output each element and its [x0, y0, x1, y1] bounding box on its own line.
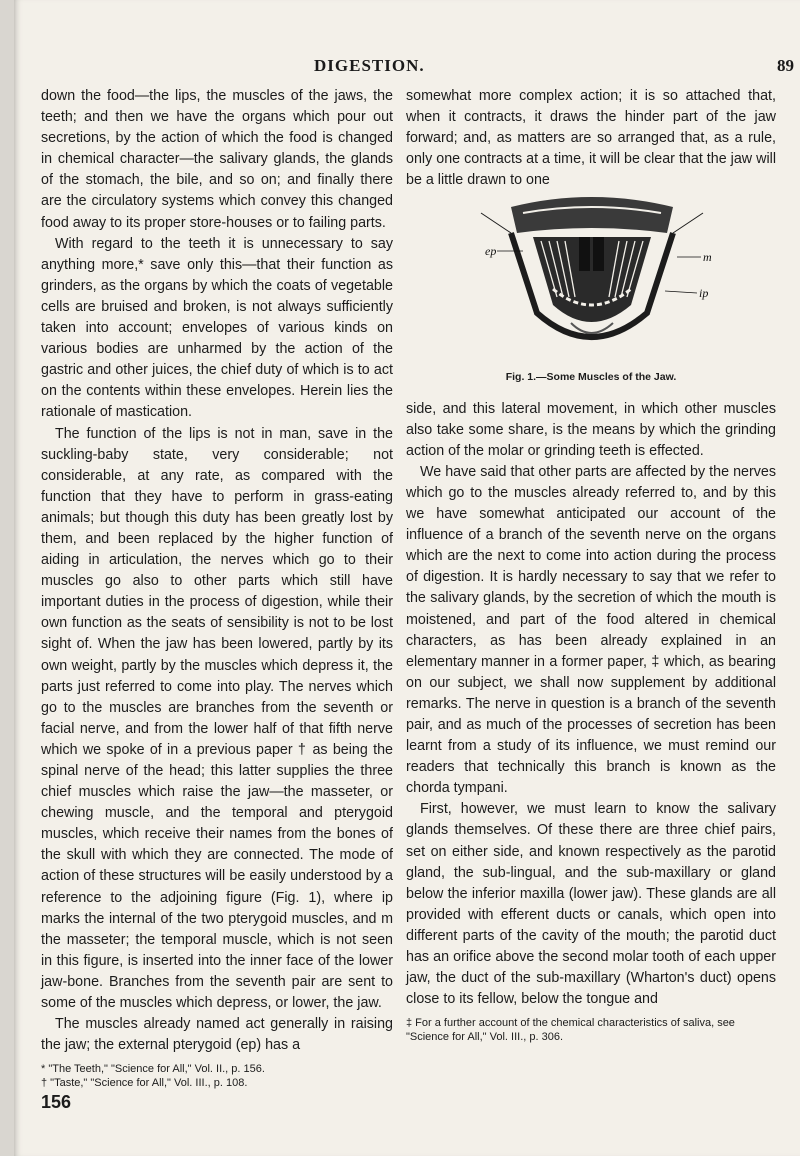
page-number: 89 — [777, 56, 794, 75]
jaw-illustration — [441, 193, 741, 363]
paragraph: We have said that other parts are affected by the nerves which go to the muscles already referred to, and by this we have somewhat anticipated our account of the influence of a branch of the seventh nerve on the organs which are the next to come into action during the process of digestion. It is hardly necessary to say that we refer to the salivary glands, by the secretion of which the mouth is moistened, and part of the food altered in chemical characters, as has been already explained in an elementary manner in a former paper, ‡ which, as bearing on our subject, we shall now supplement by additional remarks. The nerve in question is a branch of the seventh pair, and as much of the processes of secretion has been learnt from a study of its influence, we must remind our readers that technically this branch is known as the chorda tympani. — [406, 463, 776, 797]
footnote: ‡ For a further account of the chemical characteristics of saliva, see "Science for All," Vol. III., p. 306. — [406, 1017, 735, 1044]
paragraph: The muscles already named act generally in raising the jaw; the external pterygoid (ep) has a — [41, 1016, 393, 1054]
paragraph: down the food—the lips, the muscles of the jaws, the teeth; and then we have the organs which pour out secretions, by the action of which the food is changed in chemical character—the salivary glands, the glands of the stomach, the bile, and so on; and finally there are the circulatory systems which convey this changed food away to its proper store-houses or to failing parts. — [41, 88, 393, 231]
label-ip: ip — [699, 286, 709, 301]
book-page — [14, 0, 800, 1156]
running-title: DIGESTION. — [314, 56, 425, 75]
jaw-muscles-figure — [441, 193, 741, 363]
label-ep: ep — [485, 244, 497, 259]
footnotes-right — [406, 1016, 776, 1044]
paragraph: First, however, we must learn to know the salivary glands themselves. Of these there are three chief pairs, set on either side, and known respectively as the parotid gland, the sub-lingual, and the sub-maxillary or gland below the inferior maxilla (lower jaw). These glands are all provided with efferent ducts or canals, which open into different parts of the cavity of the mouth; the parotid duct has an orifice above the second molar tooth of each upper jaw, the duct of the sub-maxillary (Wharton's duct) opens close to its fellow, below the tongue and — [406, 801, 776, 1008]
folio: 156 — [41, 1092, 72, 1113]
footnote: * "The Teeth," "Science for All," Vol. II., p. 156. — [41, 1063, 265, 1076]
right-column — [406, 86, 776, 1044]
footnote: † "Taste," "Science for All," Vol. III., p. 108. — [41, 1077, 248, 1090]
running-head — [14, 56, 800, 76]
paragraph: With regard to the teeth it is unnecessary to say anything more,* save only this—that their function as grinders, as the organs by which the coats of vegetable cells are bruised and broken, is not always sufficiently taken into account; envelopes of various kinds on various bodies are unharmed by the action of the gastric and other juices, the chief duty of which is to act on the contents within these envelopes. Herein lies the rationale of mastication. — [41, 235, 393, 421]
figure-caption: Fig. 1.—Some Muscles of the Jaw. — [505, 371, 677, 384]
left-column — [41, 86, 393, 1113]
paragraph: somewhat more complex action; it is so attached that, when it contracts, it draws the hinder part of the jaw forward; and, as matters are so arranged that, as a rule, only one contracts at a time, it will be clear that the jaw will be a little drawn to one — [406, 88, 776, 189]
paragraph: side, and this lateral movement, in which other muscles also take some share, is the means by which the grinding action of the molar or grinding teeth is effected. — [406, 400, 776, 459]
footnotes-left — [41, 1062, 393, 1090]
label-m: m — [703, 250, 712, 265]
paragraph: The function of the lips is not in man, save in the suckling-baby state, very considerable; not considerable, at any rate, as compared with the function that they have to perform in grass-eating animals; but though this duty has been greatly lost by them, and been replaced by the higher function of aiding in articulation, the nerves which go to their muscles go also to other parts which still have important duties in the process of digestion, while their own function as the seats of sensibility is not to be lost sight of. When the jaw has been lowered, partly by its own weight, partly by the muscles which depress it, the parts just referred to come into play. The nerves which go to the muscles are branches from the seventh or facial nerve, and from the lower half of that fifth nerve which we spoke of in a previous paper † as being the spinal nerve of the head; this latter supplies the three chief muscles which raise the jaw—the masseter, or chewing muscle, and the temporal and pterygoid muscles, which receive their names from the bones of the skull with which they are connected. The mode of action of these structures will be easily understood by a reference to the adjoining figure (Fig. 1), where ip marks the internal of the two pterygoid muscles, and m the masseter; the temporal muscle, which is not seen in this figure, is inserted into the inner face of the lower jaw-bone. Branches from the seventh pair are sent to some of the muscles which depress, or lower, the jaw. — [41, 425, 393, 1012]
